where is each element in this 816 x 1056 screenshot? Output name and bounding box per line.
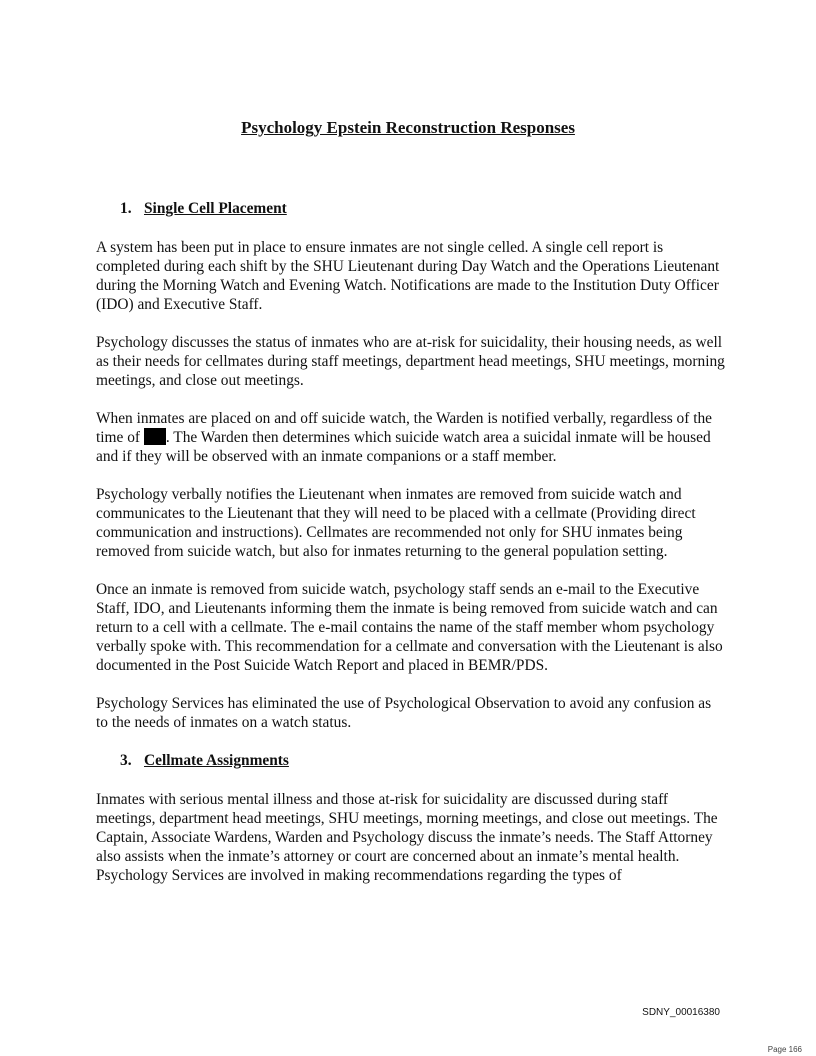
paragraph: A system has been put in place to ensure inmates are not single celled. A single cell report is completed during each shift by the SHU Lieutenant during Day Watch and the Operations Lieutenant during the Morning Watch and Evening Watch. Notifications are made to the Institution Duty Officer (IDO) and Executive Staff. [96,239,720,313]
paragraph: Psychology discusses the status of inmates who are at-risk for suicidality, their housing needs, as well as their needs for cellmates during staff meetings, department head meetings, SHU meetings, morning meetings, and close out meetings. [96,334,725,389]
paragraph [96,409,726,466]
redaction-box [144,428,166,445]
section-heading-text: Cellmate Assignments [144,752,289,769]
document-body [96,199,726,904]
paragraph: Psychology Services has eliminated the use of Psychological Observation to avoid any confusion as to the needs of inmates on a watch status. [96,695,712,731]
section-number: 1. [120,200,132,217]
section-heading-single-cell-placement [120,199,726,218]
section-heading-text: Single Cell Placement [144,200,287,217]
paragraph: Psychology verbally notifies the Lieutenant when inmates are removed from suicide watch and communicates to the Lieutenant that they will need to be placed with a cellmate (Providing direct communication and instructions). Cellmates are recommended not only for SHU inmates being removed from suicide watch, but also for inmates returning to the general population setting. [96,486,696,560]
paragraph-text: When inmates are placed on and off suicide watch, the Warden is notified verbally, regardless of the time of [96,410,713,446]
bates-number: SDNY_00016380 [642,1007,720,1018]
page-number: Page 166 [767,1045,802,1054]
paragraph: Inmates with serious mental illness and those at-risk for suicidality are discussed during staff meetings, department head meetings, SHU meetings, morning meetings, and close out meetings. The Captain, Associate Wardens, Warden and Psychology discuss the inmate’s needs. The Staff Attorney also assists when the inmate’s attorney or court are concerned about an inmate’s mental health. Psychology Services are involved in making recommendations regarding the types of [96,791,718,884]
paragraph-text: . The Warden then determines which suicide watch area a suicidal inmate will be housed and if they will be observed with an inmate companions or a staff member. [96,429,711,465]
section-heading-cellmate-assignments [120,751,726,770]
section-number: 3. [120,752,132,769]
document-title: Psychology Epstein Reconstruction Responses [241,118,575,137]
paragraph: Once an inmate is removed from suicide watch, psychology staff sends an e-mail to the Executive Staff, IDO, and Lieutenants informing them the inmate is being removed from suicide watch and can return to a cell with a cellmate. The e-mail contains the name of the staff member whom psychology verbally spoke with. This recommendation for a cellmate and conversation with the Lieutenant is also documented in the Post Suicide Watch Report and placed in BEMR/PDS. [96,581,723,674]
